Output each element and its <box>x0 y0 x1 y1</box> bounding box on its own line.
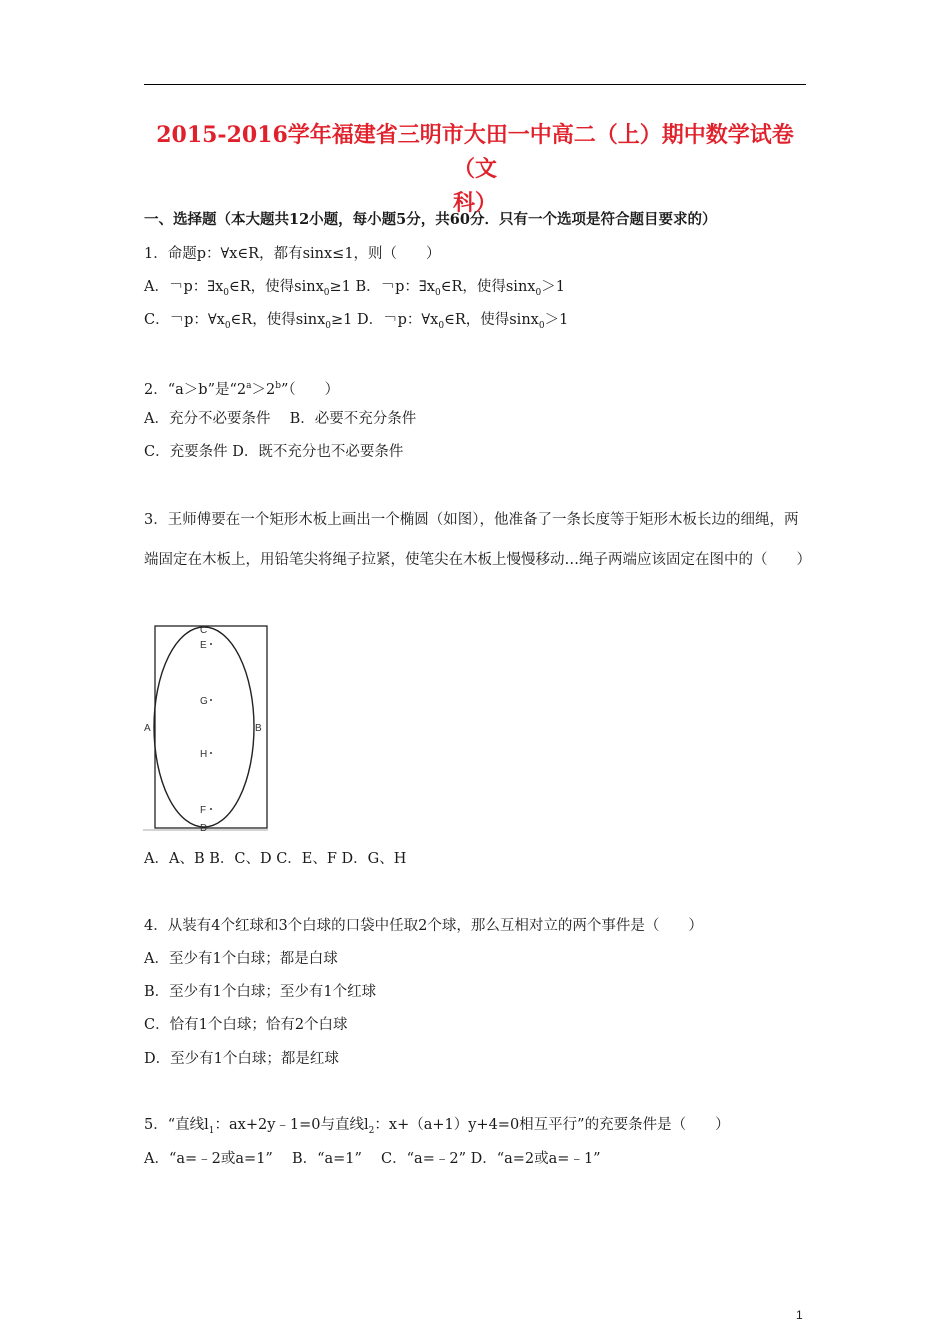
point-e <box>210 643 212 645</box>
label-d: D <box>200 823 208 834</box>
q3-options: A．A、B B．C、D C．E、F D．G、H <box>144 851 407 867</box>
q4-option-d: D．至少有1个白球；都是红球 <box>144 1051 339 1067</box>
label-c: C <box>200 625 208 636</box>
label-h: H <box>200 749 208 760</box>
board-rect <box>155 626 267 828</box>
ellipse-curve <box>154 627 254 827</box>
q2-options-ab: A．充分不必要条件 B．必要不充分条件 <box>144 411 417 427</box>
q2-stem: 2．“a＞b”是“$2^a>2^b$”（ ） <box>144 381 340 398</box>
label-e: E <box>200 640 207 651</box>
q4-option-b: B．至少有1个白球；至少有1个红球 <box>144 984 377 1000</box>
q5-options: A．“a=﹣2或a=1” B．“a=1” C．“a=﹣2” D．“a=2或a=﹣1” <box>144 1151 601 1167</box>
title-line-1: 2015-2016学年福建省三明市大田一中高二（上）期中数学试卷（文 <box>156 122 794 182</box>
q1-options-cd: C．￢p：$\forall x_0\in R$，使得sinx$_0$≥1 D．￢p：$\forall x_0\in R$，使得sinx$_0$＞1 <box>144 312 569 331</box>
point-g <box>210 699 212 701</box>
q1-options-ab: A．￢p：$\exists x_0\in R$，使得sinx$_0$≥1 B．￢p：$\exists x_0\in R$，使得sinx$_0$＞1 <box>144 279 565 298</box>
label-f: F <box>200 805 207 816</box>
label-g: G <box>200 696 208 707</box>
page-number: 1 <box>796 1308 803 1322</box>
point-h <box>210 752 212 754</box>
point-f <box>210 808 212 810</box>
top-rule <box>144 84 806 85</box>
q1-stem: 1．命题p：∀x∈R，都有sinx≤1，则（ ） <box>144 246 441 262</box>
q2-options-cd: C．充要条件 D．既不充分也不必要条件 <box>144 444 404 460</box>
label-a: A <box>144 723 151 734</box>
page-title <box>144 118 806 220</box>
q4-stem: 4．从装有4个红球和3个白球的口袋中任取2个球，那么互相对立的两个事件是（ ） <box>144 918 703 934</box>
title-line-2: 科） <box>452 190 497 216</box>
q5-stem: 5．“直线$l_1$：ax+2y﹣1=0与直线$l_2$：x+（a+1）y+4=0相互平行”的充要条件是（ ） <box>144 1117 730 1136</box>
q3-stem: 3．王师傅要在一个矩形木板上画出一个椭圆（如图），他准备了一条长度等于矩形木板长边的细绳，两端固定在木板上，用铅笔尖将绳子拉紧，使笔尖在木板上慢慢移动…绳子两端应该固定在图中的（ ） <box>144 512 811 568</box>
ellipse-figure <box>140 620 280 835</box>
section-heading: 一、选择题（本大题共12小题，每小题5分，共60分．只有一个选项是符合题目要求的） <box>144 211 717 228</box>
q4-option-a: A．至少有1个白球；都是白球 <box>144 951 338 967</box>
label-b: B <box>255 723 262 734</box>
q4-option-c: C．恰有1个白球；恰有2个白球 <box>144 1017 348 1033</box>
